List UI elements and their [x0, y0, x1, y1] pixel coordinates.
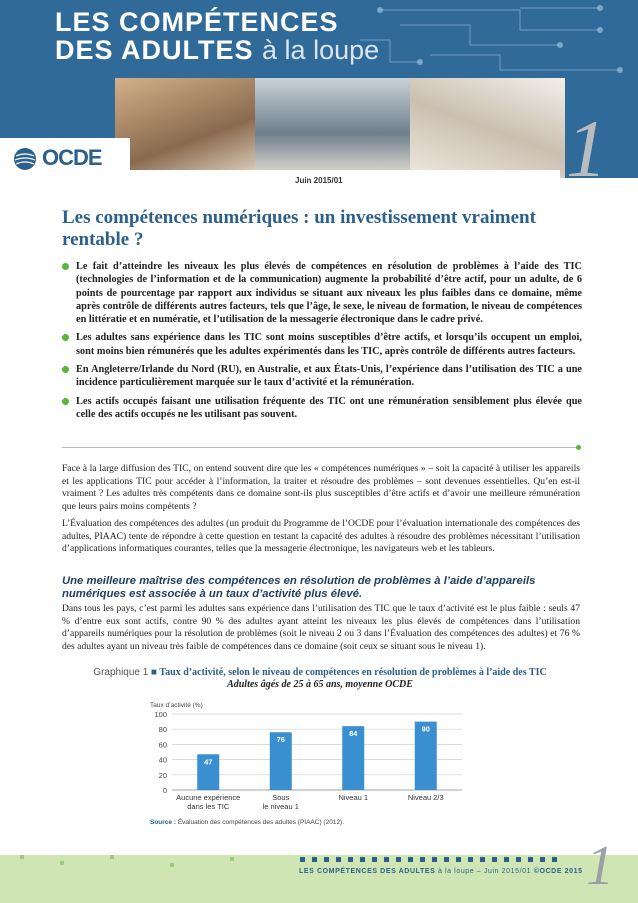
bullet-dot-icon	[62, 263, 69, 270]
y-tick-label: 80	[158, 725, 167, 735]
x-tick-label: Sous	[272, 793, 290, 802]
date-strip	[130, 170, 560, 188]
bullet-dot-icon	[62, 334, 69, 341]
bullet-dot-icon	[62, 398, 69, 405]
y-tick-label: 0	[162, 786, 167, 795]
key-finding-text: Le fait d’atteindre les niveaux les plus élevés de compétences en résolution de problèmes à l’aide des TIC (technologies de l’information et de la communication) augmente la probabilité d’être actif, pour un adulte, de 6 points de pourcentage par rapport aux individus se situant aux niveaux les plus faibles dans ce domaine, même après contrôle de différents autres facteurs, tels que l’âge, le sexe, le niveau de formation, le niveau de compétences en littératie et en numératie, et l’utilisation de la messagerie électronique dans le cadre privé.	[76, 261, 582, 326]
publication-title-line1: LES COMPÉTENCES	[55, 7, 339, 37]
chart-title	[55, 666, 585, 679]
paragraph-findings: Dans tous les pays, c’est parmi les adultes sans expérience dans l’utilisation des TIC que le taux d’activité est le plus faible : seuls 47 % d’entre eux sont actifs, contre 90 % des adultes ayant atteint les niveaux les plus élevés de compétences dans l’utilisation d’appareils numériques pour la résolution de problèmes (soit le niveau 2 ou 3 dans l’Évaluation des compétences des adultes) et 76 % des adultes ayant un niveau très faible de compétences dans ce domaine (soit ceux se situant sous le niveau 1).	[62, 603, 580, 652]
page-number: 1	[586, 835, 614, 897]
key-finding-item	[62, 363, 582, 390]
x-tick-label: le niveau 1	[262, 802, 299, 811]
bullet-dot-icon	[62, 366, 69, 373]
source-label: Source :	[150, 819, 177, 826]
chart-title-text: Taux d’activité, selon le niveau de compétences en résolution de problèmes à l’aide des TIC	[159, 667, 547, 678]
chart-subtitle: Adultes âgés de 25 à 65 ans, moyenne OCDE	[227, 679, 413, 690]
source-text: Évaluation des compétences des adultes (PIAAC) (2012).	[177, 819, 345, 826]
chart-separator-icon: ■	[150, 667, 157, 678]
paragraph-piaac: L’Évaluation des compétences des adultes (un produit du Programme de l’OCDE pour l’évaluation internationale des compétences des adultes, PIAAC) tente de répondre à cette question en testant la capacité des adultes à résoudre des problèmes nécessitant l’utilisation d’applications informatiques courantes, telles que la messagerie électronique, les navigateurs web et les tableurs.	[62, 518, 580, 555]
chart-label: Graphique 1	[93, 667, 149, 678]
x-tick-label: Aucune expérience	[176, 793, 241, 802]
publication-title-suffix: à la loupe	[262, 35, 380, 65]
oecd-logo-text: OCDE	[42, 145, 102, 170]
footer-band	[0, 855, 638, 903]
key-finding-text: Les adultes sans expérience dans les TIC sont moins susceptibles d’être actifs, et lorsqu’ils occupent un emploi, sont moins bien rémunérés que les adultes expérimentés dans les TIC, après contrôle de différents autres facteurs.	[76, 332, 582, 357]
key-finding-text: Les actifs occupés faisant une utilisation fréquente des TIC ont une rémunération sensiblement plus élevée que celle des actifs occupés ne les utilisant pas souvent.	[76, 395, 582, 420]
section-divider	[62, 447, 580, 448]
activity-rate-chart	[140, 698, 470, 816]
section-subheading: Une meilleure maîtrise des compétences en résolution de problèmes à l’aide d’appareils numériques est associée à un taux d’activité plus élevé.	[62, 575, 536, 600]
header-photo-collage	[115, 78, 565, 178]
bar-value-label: 76	[276, 735, 285, 745]
publication-title-line2: DES ADULTES	[55, 35, 254, 65]
bar-value-label: 84	[349, 729, 358, 739]
key-findings	[62, 260, 582, 426]
page-title: Les compétences numériques : un investissement vraiment rentable ?	[62, 207, 536, 250]
bar-value-label: 90	[421, 724, 430, 734]
key-finding-item	[62, 260, 582, 326]
y-tick-label: 20	[158, 770, 167, 780]
oecd-globe-icon	[12, 147, 38, 171]
key-finding-text: En Angleterre/Irlande du Nord (RU), en Australie, et aux États-Unis, l’expérience dans l’utilisation des TIC a une incidence particulièrement marquée sur le taux d’activité et la rémunération.	[76, 364, 582, 389]
bar-value-label: 47	[204, 757, 213, 767]
y-tick-label: 60	[158, 740, 167, 750]
footer-copyright: ©OCDE 2015	[533, 868, 583, 875]
y-axis-label: Taux d’activité (%)	[150, 702, 203, 709]
y-tick-label: 100	[154, 710, 167, 719]
x-tick-label: dans les TIC	[187, 802, 230, 811]
x-tick-label: Niveau 1	[338, 793, 369, 802]
footer-title: LES COMPÉTENCES DES ADULTES	[299, 868, 436, 875]
key-finding-item	[62, 395, 582, 422]
footer-text	[299, 868, 583, 875]
paragraph-intro: Face à la large diffusion des TIC, on entend souvent dire que les « compétences numériques » – soit la capacité à utiliser les appareils et les applications TIC pour accéder à l’information, la traiter et résoudre des problèmes – sont devenues essentielles. Qu’en est-il vraiment ? Les adultes très compétents dans ce domaine sont-ils plus susceptibles d’être actifs et d’avoir une meilleure rémunération que leurs pairs moins compétents ?	[62, 463, 580, 512]
divider-dot-icon	[576, 445, 581, 450]
chart-source	[150, 819, 344, 826]
publication-title	[55, 8, 379, 64]
footer-decoration	[0, 855, 638, 903]
x-tick-label: Niveau 2/3	[407, 793, 444, 802]
issue-date: Juin 2015/01	[295, 176, 343, 185]
footer-suffix: à la loupe – Juin 2015/01	[437, 868, 532, 875]
key-finding-item	[62, 331, 582, 358]
issue-number: 1	[566, 103, 607, 194]
y-tick-label: 40	[158, 755, 167, 765]
